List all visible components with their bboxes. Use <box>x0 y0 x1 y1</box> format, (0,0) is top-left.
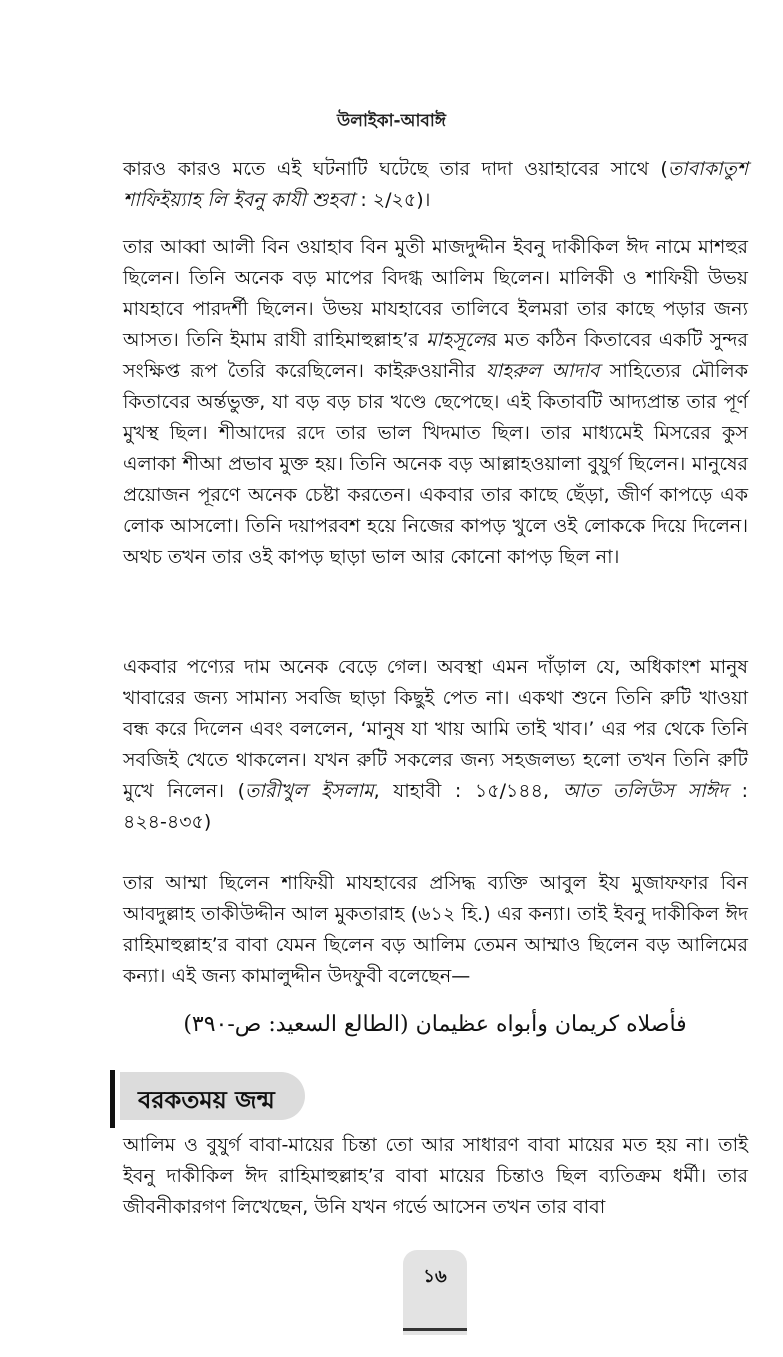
paragraph-2 <box>123 232 748 573</box>
paragraph-3 <box>123 652 748 838</box>
running-header: উলাইকা-আবাঈ <box>337 111 446 131</box>
p1-text-1: কারও কারও মতে এই ঘটনাটি ঘটেছে তার দাদা ওয়াহাবের সাথে ( <box>123 158 668 180</box>
p3-citation-2: আত তলিউস সাঈদ <box>562 780 728 802</box>
page-number-underline <box>403 1328 467 1331</box>
section-heading-bar <box>110 1070 115 1128</box>
section-title: বরকতময় জন্ম <box>138 1086 275 1114</box>
p3-text-3: : ৪২৪-৪৩৫) <box>123 780 748 833</box>
section-heading-box <box>120 1072 305 1120</box>
p2-text-2: র মত কঠিন কিতাবের একটি সুন্দর সংক্ষিপ্ত রূপ তৈরি করেছিলেন। কাইরুওয়ানীর <box>123 329 748 382</box>
p4-text-1: তার আম্মা ছিলেন শাফিয়ী মাযহাবের প্রসিদ্ধ ব্যক্তি আবুল ইয মুজাফফার বিন আবদুল্লাহ তাকীউদ্দীন আল মুকতারাহ (৬১২ হি.) এর কন্যা। তাই ইবনু দাকীকিল ঈদ রাহিমাহুল্লাহ’র বাবা যেমন ছিলেন বড় আলিম তেমন আম্মাও ছিলেন বড় আলিমের কন্যা। এই জন্য কামালুদ্দীন উদফুবী বলেছেন— <box>123 872 748 987</box>
p2-text-3: সাহিত্যের মৌলিক কিতাবের অর্ন্তভুক্ত, যা বড় বড় চার খণ্ডে ছেপেছে। এই কিতাবটি আদ্যপ্রান্ত তার পূর্ণ মুখস্থ ছিল। শীআদের রদে তার ভাল খিদমাত ছিল। তার মাধ্যমেই মিসরের কুস এলাকা শীআ প্রভাব মুক্ত হয়। তিনি অনেক বড় আল্লাহওয়ালা বুযুর্গ ছিলেন। মানুষের প্রয়োজন পূরণে অনেক চেষ্টা করতেন। একবার তার কাছে ছেঁড়া, জীর্ণ কাপড়ে এক লোক আসলো। তিনি দয়াপরবশ হয়ে নিজের কাপড় খুলে ওই লোককে দিয়ে দিলেন। অথচ তখন তার ওই কাপড় ছাড়া ভাল আর কোনো কাপড় ছিল না। <box>123 360 748 568</box>
page-number-tab <box>403 1250 467 1335</box>
p2-text-1: তার আব্বা আলী বিন ওয়াহাব বিন মুতী মাজদুদ্দীন ইবনু দাকীকিল ঈদ নামে মাশহুর ছিলেন। তিনি অনেক বড় মাপের বিদগ্ধ আলিম ছিলেন। মালিকী ও শাফিয়ী উভয় মাযহাবে পারদর্শী ছিলেন। উভয় মাযহাবের তালিবে ইলমরা তার কাছে পড়ার জন্য আসত। তিনি ইমাম রাযী রাহিমাহুল্লাহ’র <box>123 236 748 351</box>
paragraph-1 <box>123 154 748 216</box>
paragraph-4 <box>123 868 748 992</box>
paragraph-5 <box>123 1130 748 1223</box>
section-heading <box>110 1070 300 1122</box>
p3-text-2: , যাহাবী : ১৫/১৪৪, <box>373 780 563 802</box>
page-number: ১৬ <box>423 1266 447 1287</box>
p2-book-title-2: যাহরুল আদাব <box>485 360 600 382</box>
p5-text-1: আলিম ও বুযুর্গ বাবা-মায়ের চিন্তা তো আর সাধারণ বাবা মায়ের মত হয় না। তাই ইবনু দাকীকিল ঈদ রাহিমাহুল্লাহ’র বাবা মায়ের চিন্তাও ছিল ব্যতিক্রম ধর্মী। তার জীবনীকারগণ লিখেছেন, উনি যখন গর্ভে আসেন তখন তার বাবা <box>123 1134 748 1218</box>
arabic-quote: فأصلاه كريمان وأبواه عظيمان (الطالع السعيد: ص-٣٩٠) <box>183 1012 687 1037</box>
p3-text-1: একবার পণ্যের দাম অনেক বেড়ে গেল। অবস্থা এমন দাঁড়াল যে, অধিকাংশ মানুষ খাবারের জন্য সামান্য সবজি ছাড়া কিছুই পেত না। একথা শুনে তিনি রুটি খাওয়া বন্ধ করে দিলেন এবং বললেন, ‘মানুষ যা খায় আমি তাই খাব।’ এর পর থেকে তিনি সবজিই খেতে থাকলেন। যখন রুটি সকলের জন্য সহজলভ্য হলো তখন তিনি রুটি মুখে নিলেন। ( <box>123 656 748 802</box>
p2-book-title-1: মাহসূলে <box>426 329 487 351</box>
p3-citation-1: তারীখুল ইসলাম <box>245 780 374 802</box>
p1-citation: তাবাকাতুশ শাফিইয়্যাহ লি ইবনু কাযী শুহবা <box>123 158 748 211</box>
p1-text-2: : ২/২৫)। <box>354 189 431 211</box>
